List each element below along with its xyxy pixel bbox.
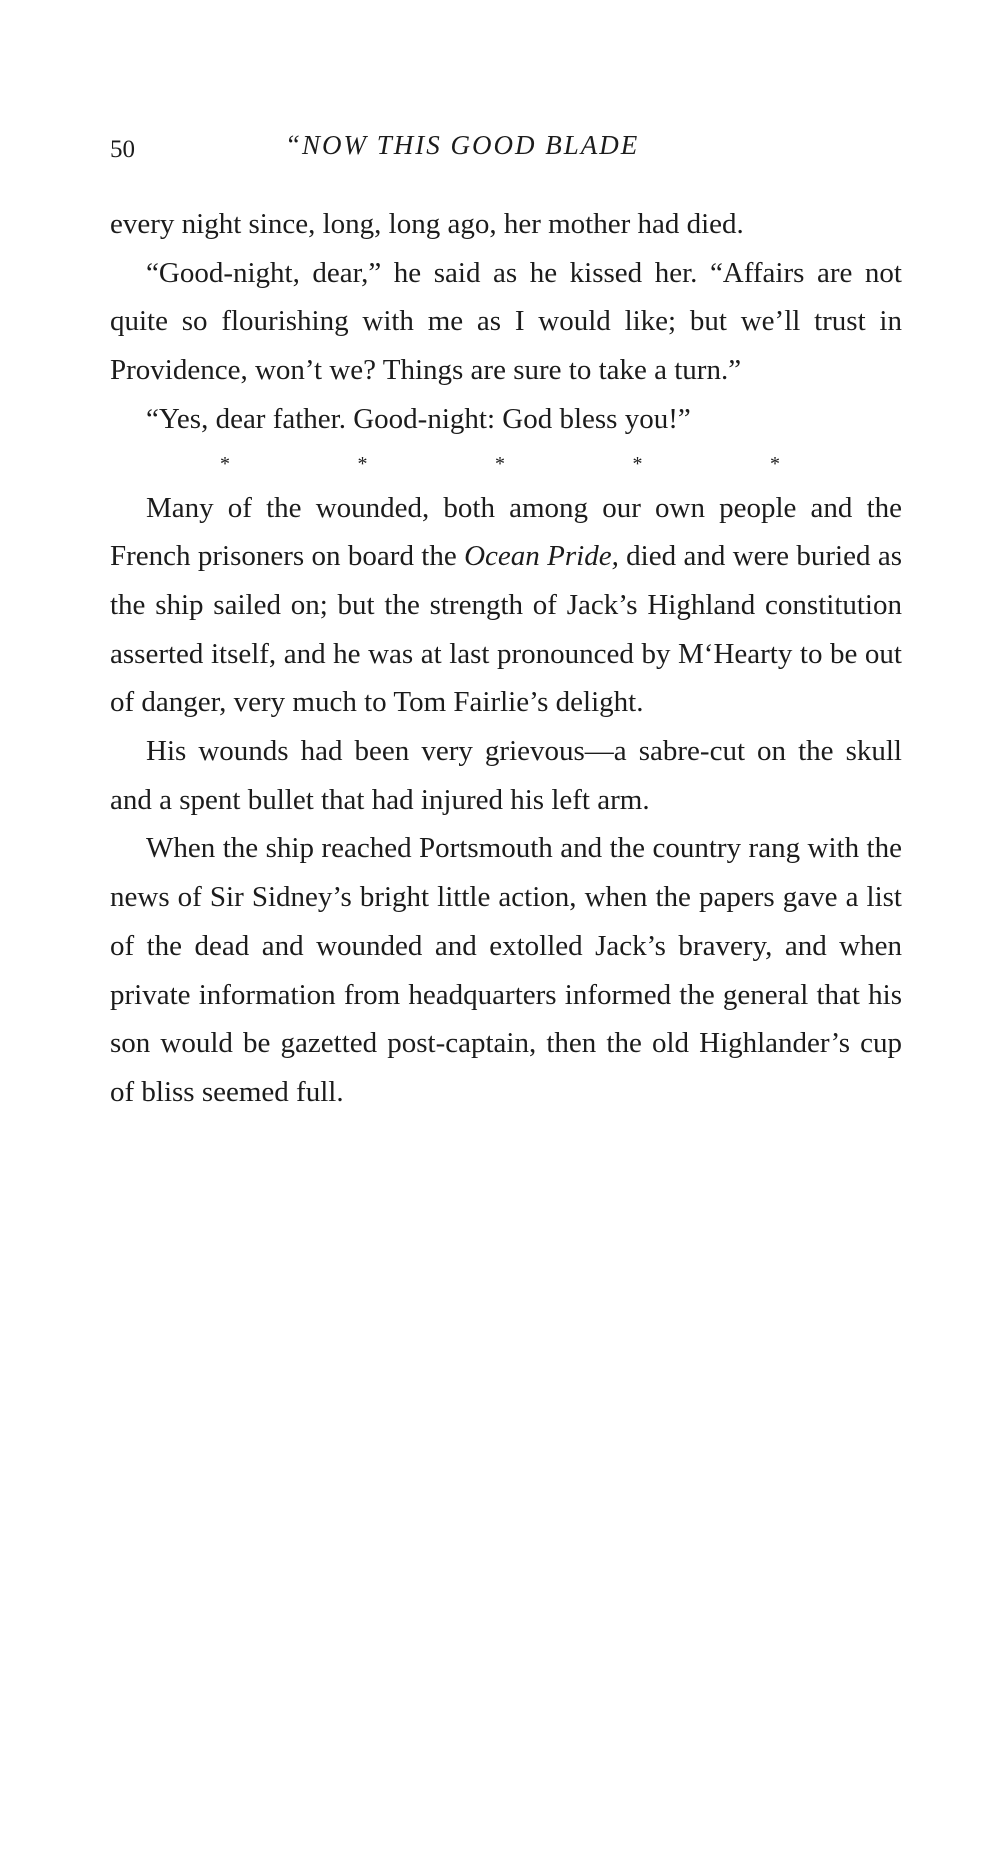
paragraph-injuries: His wounds had been very grievous—a sabre-cut on the skull and a spent bullet that had injured his left arm. [110, 735, 902, 816]
paragraph-continued: every night since, long, long ago, her mother had died. [110, 208, 744, 240]
asterisk: * [632, 452, 643, 475]
paragraph-text: Many of the wounded, both among our own people and the French prisoners on board the [110, 491, 902, 573]
ship-name: Ocean Pride, [464, 540, 619, 573]
running-title: “NOW THIS GOOD BLADE [285, 130, 640, 160]
body-text [110, 200, 902, 1117]
asterisk: * [357, 452, 368, 475]
running-head [110, 130, 910, 170]
asterisk: * [495, 452, 505, 475]
paragraph-goodnight: “Good-night, dear,” he said as he kissed her. “Affairs are not quite so flourishing with me as I would like; but we’ll trust in Providence, won’t we? Things are sure to take a turn.” [110, 256, 902, 387]
paragraph-portsmouth: When the ship reached Portsmouth and the country rang with the news of Sir Sidney’s bright little action, when the papers gave a list of the dead and wounded and extolled Jack’s bravery, and when private information from headquarters informed the general that his son would be gazetted post-captain, then the old Highlander’s cup of bliss seemed full. [110, 832, 902, 1108]
asterisk: * [770, 452, 780, 475]
section-separator [220, 444, 780, 484]
paragraph-text: died and were buried as the ship sailed on; but the strength of Jack’s Highland constitution asserted itself, and he was at last pronounced by M‘Hearty to be out of danger, very much to Tom Fairlie’s delight. [110, 540, 902, 719]
paragraph-wounded [110, 484, 902, 728]
page-number: 50 [110, 136, 135, 163]
asterisk: * [220, 452, 230, 475]
paragraph-reply: “Yes, dear father. Good-night: God bless you!” [146, 402, 691, 435]
